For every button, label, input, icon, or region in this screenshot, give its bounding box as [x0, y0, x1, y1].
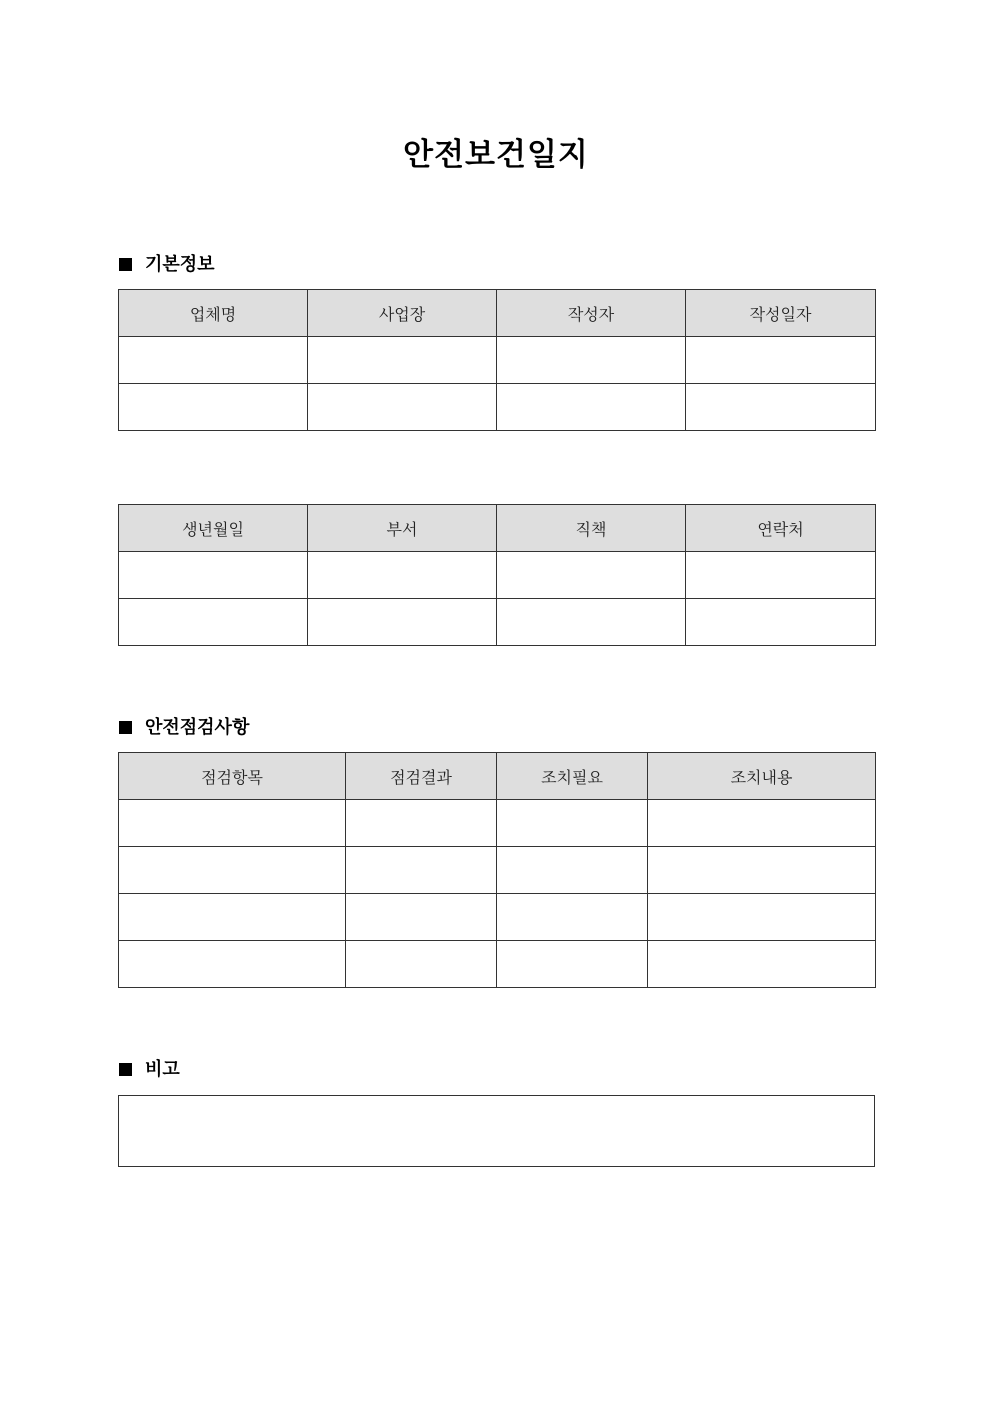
table-row — [119, 894, 876, 941]
date-written-cell[interactable] — [686, 384, 876, 431]
table-row — [119, 552, 876, 599]
check-result-cell[interactable] — [346, 894, 497, 941]
table-row — [119, 800, 876, 847]
section-heading-label: 안전점검사항 — [145, 717, 250, 738]
header-position: 직책 — [497, 505, 686, 552]
table-row — [119, 599, 876, 646]
table-header-row — [119, 753, 876, 800]
section-heading-label: 기본정보 — [145, 254, 215, 275]
header-company-name: 업체명 — [119, 290, 308, 337]
check-result-cell[interactable] — [346, 847, 497, 894]
header-action-required: 조치필요 — [497, 753, 648, 800]
check-item-cell[interactable] — [119, 800, 346, 847]
action-details-cell[interactable] — [648, 800, 876, 847]
section-heading-safety-check — [119, 716, 249, 740]
header-contact: 연락처 — [686, 505, 876, 552]
basic-info-table-1 — [118, 289, 876, 431]
basic-info-table-2 — [118, 504, 876, 646]
header-action-details: 조치내용 — [648, 753, 876, 800]
position-cell[interactable] — [497, 552, 686, 599]
action-required-cell[interactable] — [497, 894, 648, 941]
header-check-item: 점검항목 — [119, 753, 346, 800]
check-item-cell[interactable] — [119, 847, 346, 894]
department-cell[interactable] — [308, 599, 497, 646]
table-row — [119, 384, 876, 431]
workplace-cell[interactable] — [308, 337, 497, 384]
contact-cell[interactable] — [686, 552, 876, 599]
contact-cell[interactable] — [686, 599, 876, 646]
table-row — [119, 847, 876, 894]
square-bullet-icon — [119, 1063, 132, 1076]
department-cell[interactable] — [308, 552, 497, 599]
check-item-cell[interactable] — [119, 894, 346, 941]
safety-check-table — [118, 752, 876, 988]
header-department: 부서 — [308, 505, 497, 552]
company-name-cell[interactable] — [119, 384, 308, 431]
table-header-row — [119, 505, 876, 552]
action-details-cell[interactable] — [648, 941, 876, 988]
author-cell[interactable] — [497, 337, 686, 384]
workplace-cell[interactable] — [308, 384, 497, 431]
table-row — [119, 337, 876, 384]
date-written-cell[interactable] — [686, 337, 876, 384]
header-check-result: 점검결과 — [346, 753, 497, 800]
action-required-cell[interactable] — [497, 800, 648, 847]
remarks-box[interactable] — [118, 1095, 875, 1167]
section-heading-basic-info — [119, 253, 215, 277]
header-date-written: 작성일자 — [686, 290, 876, 337]
table-header-row — [119, 290, 876, 337]
section-heading-label: 비고 — [145, 1059, 180, 1080]
action-required-cell[interactable] — [497, 847, 648, 894]
action-required-cell[interactable] — [497, 941, 648, 988]
action-details-cell[interactable] — [648, 894, 876, 941]
check-item-cell[interactable] — [119, 941, 346, 988]
author-cell[interactable] — [497, 384, 686, 431]
header-author: 작성자 — [497, 290, 686, 337]
company-name-cell[interactable] — [119, 337, 308, 384]
check-result-cell[interactable] — [346, 800, 497, 847]
square-bullet-icon — [119, 721, 132, 734]
check-result-cell[interactable] — [346, 941, 497, 988]
square-bullet-icon — [119, 258, 132, 271]
birth-date-cell[interactable] — [119, 552, 308, 599]
document-title: 안전보건일지 — [403, 137, 589, 173]
header-birth-date: 생년월일 — [119, 505, 308, 552]
position-cell[interactable] — [497, 599, 686, 646]
birth-date-cell[interactable] — [119, 599, 308, 646]
action-details-cell[interactable] — [648, 847, 876, 894]
table-row — [119, 941, 876, 988]
section-heading-remarks — [119, 1058, 180, 1082]
header-workplace: 사업장 — [308, 290, 497, 337]
